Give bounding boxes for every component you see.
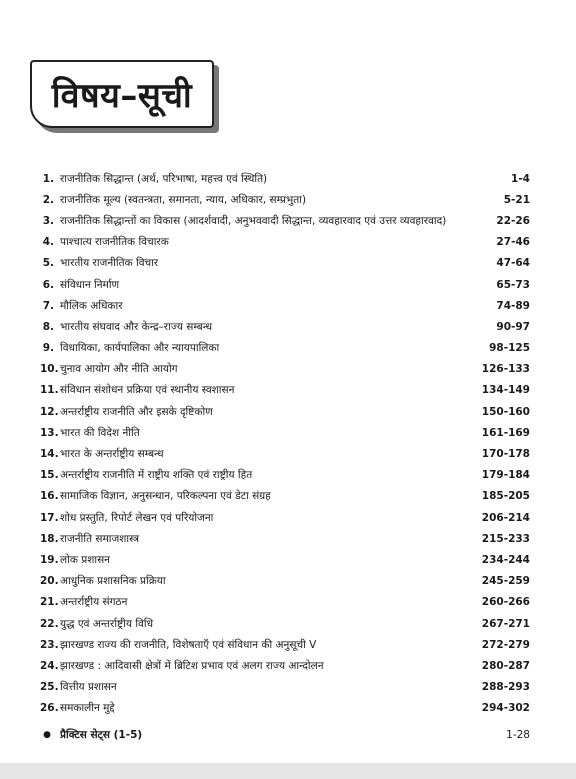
toc-row	[40, 422, 530, 443]
chapter-pages: 245-259	[481, 575, 530, 588]
toc-row	[40, 316, 530, 337]
chapter-title: भारत की विदेश नीति	[60, 426, 140, 439]
toc-row	[40, 465, 530, 486]
chapter-number: 22.	[40, 617, 59, 630]
chapter-pages: 74-89	[496, 299, 530, 312]
table-of-contents	[40, 168, 530, 746]
toc-row	[40, 401, 530, 422]
chapter-number: 17.	[40, 511, 59, 524]
chapter-title: अन्तर्राष्ट्रीय राजनीति और इसके दृष्टिकोण	[60, 405, 213, 418]
toc-row	[40, 295, 530, 316]
chapter-number: 13.	[40, 426, 59, 439]
chapter-title: युद्ध एवं अन्तर्राष्ट्रीय विधि	[60, 617, 154, 630]
chapter-title: भारतीय संघवाद और केन्द्र–राज्य सम्बन्ध	[60, 320, 213, 333]
toc-row	[40, 274, 530, 295]
page-title: विषय–सूची	[51, 76, 193, 116]
chapter-title: लोक प्रशासन	[60, 553, 110, 566]
chapter-title: चुनाव आयोग और नीति आयोग	[60, 363, 178, 376]
toc-row	[40, 571, 530, 592]
chapter-number: 4.	[42, 236, 54, 249]
chapter-number: 19.	[40, 553, 59, 566]
chapter-number: 14.	[40, 448, 59, 461]
chapter-pages: 134-149	[481, 384, 530, 397]
chapter-pages: 27-46	[496, 236, 530, 249]
chapter-pages: 1-4	[511, 172, 530, 185]
toc-row	[40, 613, 530, 634]
toc-row	[40, 507, 530, 528]
chapter-title: भारतीय राजनीतिक विचार	[60, 257, 159, 270]
chapter-pages: 22-26	[496, 214, 530, 227]
toc-title-box	[30, 60, 214, 128]
chapter-number: 16.	[40, 490, 59, 503]
chapter-title: विधायिका, कार्यपालिका और न्यायपालिका	[60, 342, 220, 355]
chapter-number: 23.	[40, 638, 59, 651]
chapter-title: सामाजिक विज्ञान, अनुसन्धान, परिकल्पना एवं डेटा संग्रह	[60, 490, 271, 503]
bullet-icon: ●	[43, 730, 51, 741]
chapter-title: राजनीति समाजशास्त्र	[60, 532, 140, 545]
practice-sets-title: प्रैक्टिस सेट्स (1-5)	[60, 729, 143, 742]
chapter-number: 1.	[42, 172, 54, 185]
chapter-number: 7.	[42, 299, 54, 312]
chapter-title: राजनीतिक सिद्धान्तों का विकास (आदर्शवादी, अनुभववादी सिद्धान्त, व्यवहारवाद एवं उत्तर व्यवहारवाद)	[60, 214, 447, 227]
toc-row	[40, 528, 530, 549]
chapter-pages: 5-21	[503, 193, 530, 206]
chapter-number: 11.	[40, 384, 59, 397]
chapter-number: 9.	[42, 342, 54, 355]
toc-row	[40, 655, 530, 676]
chapter-number: 21.	[40, 596, 59, 609]
chapter-pages: 260-266	[481, 596, 530, 609]
chapter-number: 2.	[42, 193, 54, 206]
toc-row	[40, 698, 530, 719]
chapter-pages: 170-178	[481, 448, 530, 461]
chapter-pages: 150-160	[481, 405, 530, 418]
chapter-title: मौलिक अधिकार	[60, 299, 123, 312]
chapter-number: 5.	[42, 257, 54, 270]
toc-row	[40, 253, 530, 274]
chapter-title: शोध प्रस्तुति, रिपोर्ट लेखन एवं परियोजना	[60, 511, 214, 524]
chapter-pages: 161-169	[481, 426, 530, 439]
chapter-title: राजनीतिक मूल्य (स्वतन्त्रता, समानता, न्याय, अधिकार, सम्प्रभुता)	[60, 193, 307, 206]
chapter-number: 8.	[42, 320, 54, 333]
toc-row	[40, 677, 530, 698]
chapter-title: पाश्चात्य राजनीतिक विचारक	[60, 236, 169, 249]
chapter-pages: 267-271	[481, 617, 530, 630]
toc-row	[40, 338, 530, 359]
chapter-pages: 98-125	[489, 342, 530, 355]
toc-row	[40, 189, 530, 210]
chapter-title: आधुनिक प्रशासनिक प्रक्रिया	[60, 575, 166, 588]
chapter-pages: 90-97	[496, 320, 530, 333]
toc-row	[40, 359, 530, 380]
chapter-pages: 272-279	[481, 638, 530, 651]
toc-row	[40, 549, 530, 570]
chapter-number: 15.	[40, 469, 59, 482]
chapter-pages: 215-233	[481, 532, 530, 545]
toc-row-practice-sets	[40, 725, 530, 746]
toc-row	[40, 634, 530, 655]
chapter-pages: 280-287	[481, 659, 530, 672]
toc-row	[40, 380, 530, 401]
toc-row	[40, 210, 530, 231]
chapter-title: समकालीन मुद्दे	[60, 702, 115, 715]
chapter-pages: 65-73	[496, 278, 530, 291]
chapter-pages: 294-302	[481, 702, 530, 715]
chapter-title: अन्तर्राष्ट्रीय संगठन	[60, 596, 128, 609]
chapter-number: 18.	[40, 532, 59, 545]
chapter-title: वित्तीय प्रशासन	[60, 681, 117, 694]
chapter-number: 25.	[40, 681, 59, 694]
toc-row	[40, 443, 530, 464]
chapter-number: 10.	[40, 363, 59, 376]
page-footer-band	[0, 763, 576, 779]
chapter-number: 6.	[42, 278, 54, 291]
chapter-pages: 47-64	[496, 257, 530, 270]
chapter-number: 20.	[40, 575, 59, 588]
toc-row	[40, 592, 530, 613]
chapter-title: झारखण्ड राज्य की राजनीति, विशेषताएँ एवं संविधान की अनुसूची V	[60, 638, 317, 651]
toc-row	[40, 168, 530, 189]
chapter-title: अन्तर्राष्ट्रीय राजनीति में राष्ट्रीय शक्ति एवं राष्ट्रीय हित	[60, 469, 253, 482]
practice-sets-pages: 1-28	[506, 729, 530, 742]
chapter-pages: 185-205	[481, 490, 530, 503]
chapter-pages: 234-244	[481, 553, 530, 566]
chapter-number: 12.	[40, 405, 59, 418]
chapter-pages: 288-293	[481, 681, 530, 694]
chapter-number: 26.	[40, 702, 59, 715]
chapter-number: 3.	[42, 214, 54, 227]
chapter-title: झारखण्ड : आदिवासी क्षेत्रों में ब्रिटिश प्रभाव एवं अलग राज्य आन्दोलन	[60, 659, 324, 672]
toc-row	[40, 232, 530, 253]
chapter-pages: 206-214	[481, 511, 530, 524]
chapter-title: संविधान निर्माण	[60, 278, 120, 291]
chapter-pages: 126-133	[481, 363, 530, 376]
chapter-title: संविधान संशोधन प्रक्रिया एवं स्थानीय स्वशासन	[60, 384, 235, 397]
chapter-number: 24.	[40, 659, 59, 672]
chapter-title: भारत के अन्तर्राष्ट्रीय सम्बन्ध	[60, 448, 164, 461]
toc-row	[40, 486, 530, 507]
chapter-pages: 179-184	[481, 469, 530, 482]
chapter-title: राजनीतिक सिद्धान्त (अर्थ, परिभाषा, महत्त्व एवं स्थिति)	[60, 172, 268, 185]
